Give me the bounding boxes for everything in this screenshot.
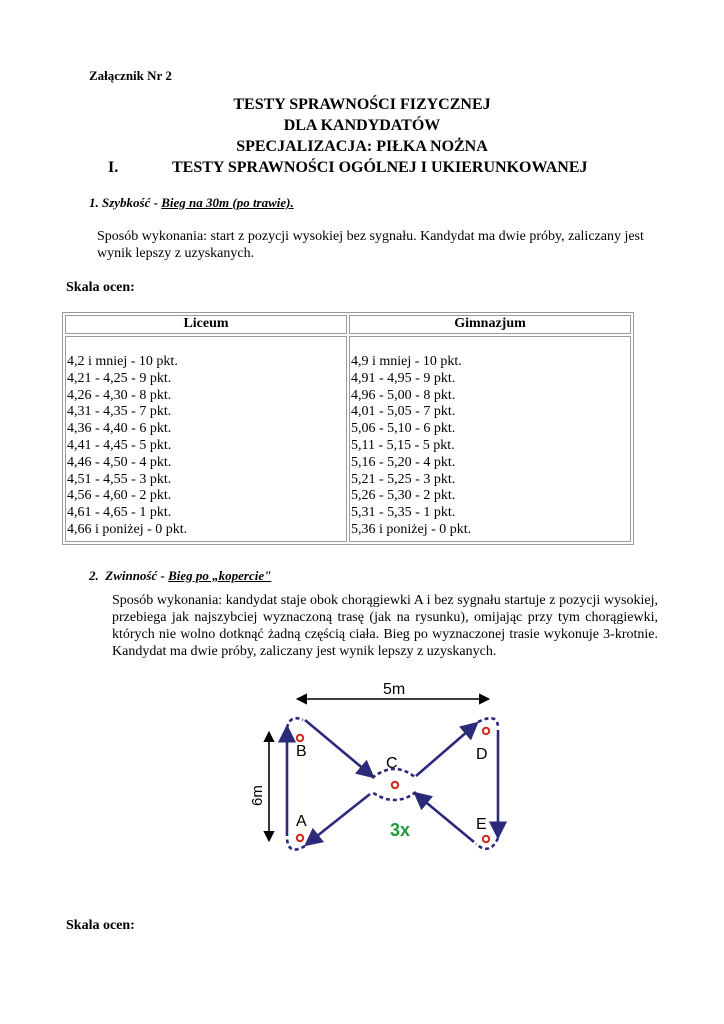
flag-a-icon [297,835,303,841]
list-item: 4,9 i mniej - 10 pkt. [351,354,462,369]
list-item: 4,21 - 4,25 - 9 pkt. [67,370,172,386]
repeat-label: 3x [390,820,411,840]
gimnazjum-scores [349,336,631,542]
table-header-liceum: Liceum [65,315,347,334]
test1-heading-prefix: 1. Szybkość - [89,195,162,210]
section-title: TESTY SPRAWNOŚCI OGÓLNEJ I UKIERUNKOWANEJ [172,159,588,176]
list-item: 4,46 - 4,50 - 4 pkt. [67,454,172,470]
flag-c-label: C [386,755,398,772]
width-label: 5m [383,681,406,698]
annex-label: Załącznik Nr 2 [89,68,172,83]
table-header-gimnazjum: Gimnazjum [349,315,631,334]
liceum-scores [65,336,347,542]
flag-c-icon [392,782,398,788]
list-item: 4,91 - 4,95 - 9 pkt. [351,370,456,386]
path-segment [305,720,372,776]
test1-heading-link: Bieg na 30m (po trawie). [161,195,294,210]
score-table [62,312,634,545]
test2-scale-label: Skala ocen: [66,918,135,933]
list-item: 4,56 - 4,60 - 2 pkt. [67,488,172,504]
list-item: 4,96 - 5,00 - 8 pkt. [351,387,456,403]
envelope-run-diagram [240,668,530,868]
list-item: 4,41 - 4,45 - 5 pkt. [67,437,172,453]
list-item: 4,01 - 5,05 - 7 pkt. [351,404,456,420]
path-turn [478,718,498,728]
list-item: 5,16 - 5,20 - 4 pkt. [351,454,456,470]
flag-e-icon [483,836,489,842]
list-item: 4,61 - 4,65 - 1 pkt. [67,505,172,521]
path-segment [416,794,474,842]
list-item: 5,21 - 5,25 - 3 pkt. [351,471,456,487]
path-turn [372,792,416,800]
test2-heading-link: Bieg po „kopercie" [168,568,272,583]
path-segment [307,794,370,844]
list-item: 5,36 i poniżej - 0 pkt. [351,521,472,537]
list-item: 4,31 - 4,35 - 7 pkt. [67,404,172,420]
path-turn [287,718,303,728]
test2-heading [89,568,271,584]
flag-a-label: A [296,813,307,830]
title-line-3: SPECJALIZACJA: PIŁKA NOŻNA [236,138,488,155]
flag-d-icon [483,728,489,734]
test1-scale-label: Skala ocen: [66,280,135,295]
list-item: 4,66 i poniżej - 0 pkt. [67,521,188,537]
list-item: 5,31 - 5,35 - 1 pkt. [351,505,456,521]
list-item: 4,36 - 4,40 - 6 pkt. [67,421,172,437]
list-item: 5,06 - 5,10 - 6 pkt. [351,421,456,437]
path-segment [416,724,476,776]
title-line-2: DLA KANDYDATÓW [283,117,441,134]
list-item: 5,26 - 5,30 - 2 pkt. [351,488,456,504]
path-turn [476,838,498,849]
flag-d-label: D [476,746,488,763]
list-item: 4,51 - 4,55 - 3 pkt. [67,471,172,487]
test2-number: 2. [89,568,99,583]
test2-heading-prefix: Zwinność - [105,568,169,583]
list-item: 4,2 i mniej - 10 pkt. [67,354,178,369]
list-item: 5,11 - 5,15 - 5 pkt. [351,437,455,453]
flag-e-label: E [476,816,487,833]
section-numeral: I. [108,159,119,176]
test2-description: Sposób wykonania: kandydat staje obok chorągiewki A i bez sygnału startuje z pozycji wysokiej, przebiega jak najszybciej wyznaczoną trasę (jak na rysunku), omijając przy tym chorągiewki, których nie wolno dotknąć żadną częścią ciała. Bieg po wyznaczonej trasie wykonuje 3-krotnie. Kandydat ma dwie próby, zaliczany jest wynik lepszy z uzyskanych. [112,593,658,659]
title-line-1: TESTY SPRAWNOŚCI FIZYCZNEJ [233,96,491,113]
flag-b-icon [297,735,303,741]
height-label: 6m [249,785,266,806]
test1-heading [89,195,294,211]
flag-b-label: B [296,743,307,760]
test1-description: Sposób wykonania: start z pozycji wysokiej bez sygnału. Kandydat ma dwie próby, zaliczany jest wynik lepszy z uzyskanych. [97,229,644,261]
list-item: 4,26 - 4,30 - 8 pkt. [67,387,172,403]
